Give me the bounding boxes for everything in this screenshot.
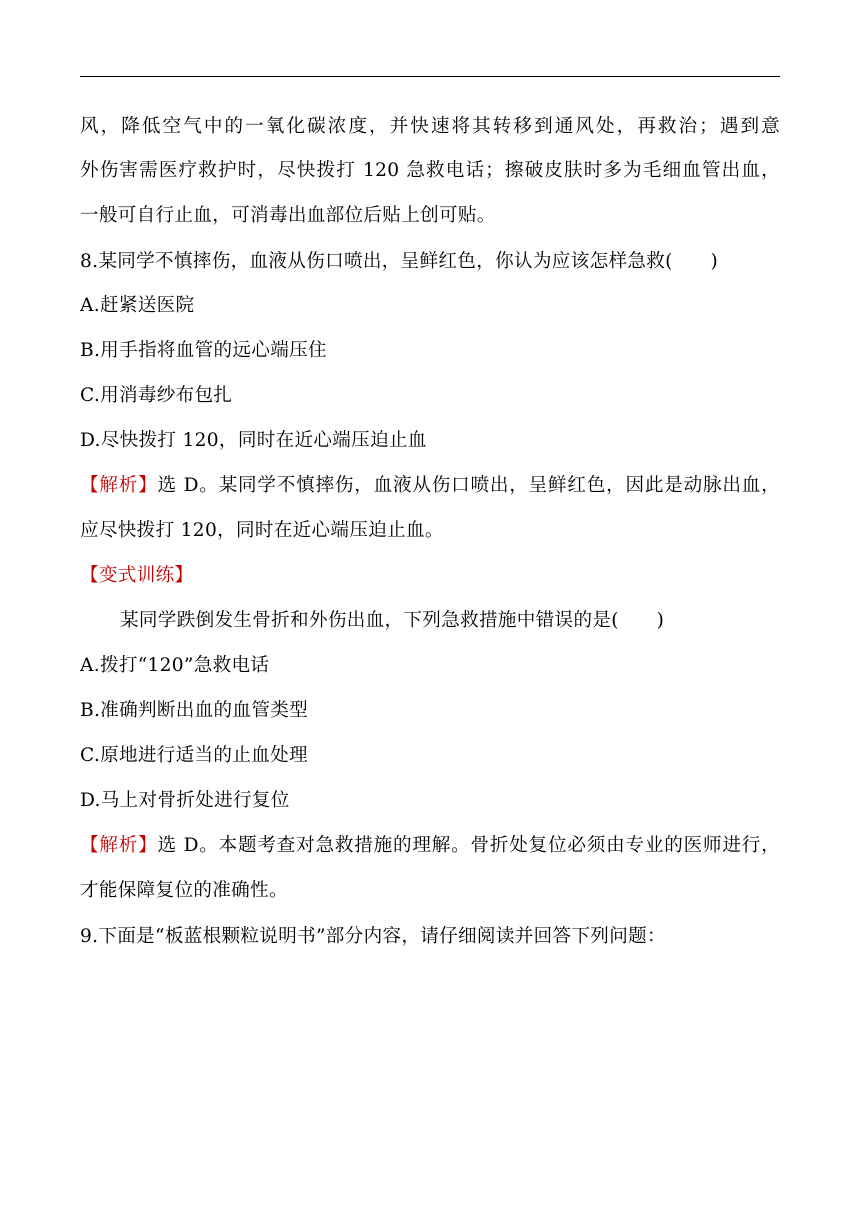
analysis-text: 选 D。某同学不慎摔伤，血液从伤口喷出，呈鲜红色，因此是动脉出血，: [157, 475, 780, 496]
continuation-line-2: 外伤害需医疗救护时，尽快拨打 120 急救电话；擦破皮肤时多为毛细血管出血，: [80, 160, 780, 181]
header-rule: [80, 76, 780, 77]
continuation-line-1: 风，降低空气中的一氧化碳浓度，并快速将其转移到通风处，再救治；遇到意: [80, 116, 780, 137]
question-8-analysis-line-1: [80, 474, 780, 498]
question-8-analysis-line-2: 应尽快拨打 120，同时在近心端压迫止血。: [80, 520, 444, 541]
variant-stem: 某同学跌倒发生骨折和外伤出血，下列急救措施中错误的是( ): [120, 610, 665, 631]
question-8-stem: 8.某同学不慎摔伤，血液从伤口喷出，呈鲜红色，你认为应该怎样急救( ): [80, 251, 719, 272]
question-9-stem: 9.下面是“板蓝根颗粒说明书”部分内容，请仔细阅读并回答下列问题：: [80, 926, 666, 947]
analysis-text: 选 D。本题考查对急救措施的理解。骨折处复位必须由专业的医师进行，: [157, 835, 780, 856]
variant-option-d: D.马上对骨折处进行复位: [80, 790, 290, 811]
analysis-tag: 【解析】: [80, 475, 158, 496]
variant-option-a: A.拨打“120”急救电话: [80, 655, 270, 676]
analysis-tag: 【解析】: [80, 835, 158, 856]
question-8-option-b: B.用手指将血管的远心端压住: [80, 340, 327, 361]
variant-option-c: C.原地进行适当的止血处理: [80, 745, 308, 766]
variant-option-b: B.准确判断出血的血管类型: [80, 700, 309, 721]
continuation-line-3: 一般可自行止血，可消毒出血部位后贴上创可贴。: [80, 205, 496, 226]
question-8-option-d: D.尽快拨打 120，同时在近心端压迫止血: [80, 430, 427, 451]
variant-heading: 【变式训练】: [80, 565, 194, 586]
variant-analysis-line-2: 才能保障复位的准确性。: [80, 880, 288, 901]
question-8-option-a: A.赶紧送医院: [80, 295, 195, 316]
variant-analysis-line-1: [80, 834, 780, 858]
question-8-option-c: C.用消毒纱布包扎: [80, 385, 233, 406]
